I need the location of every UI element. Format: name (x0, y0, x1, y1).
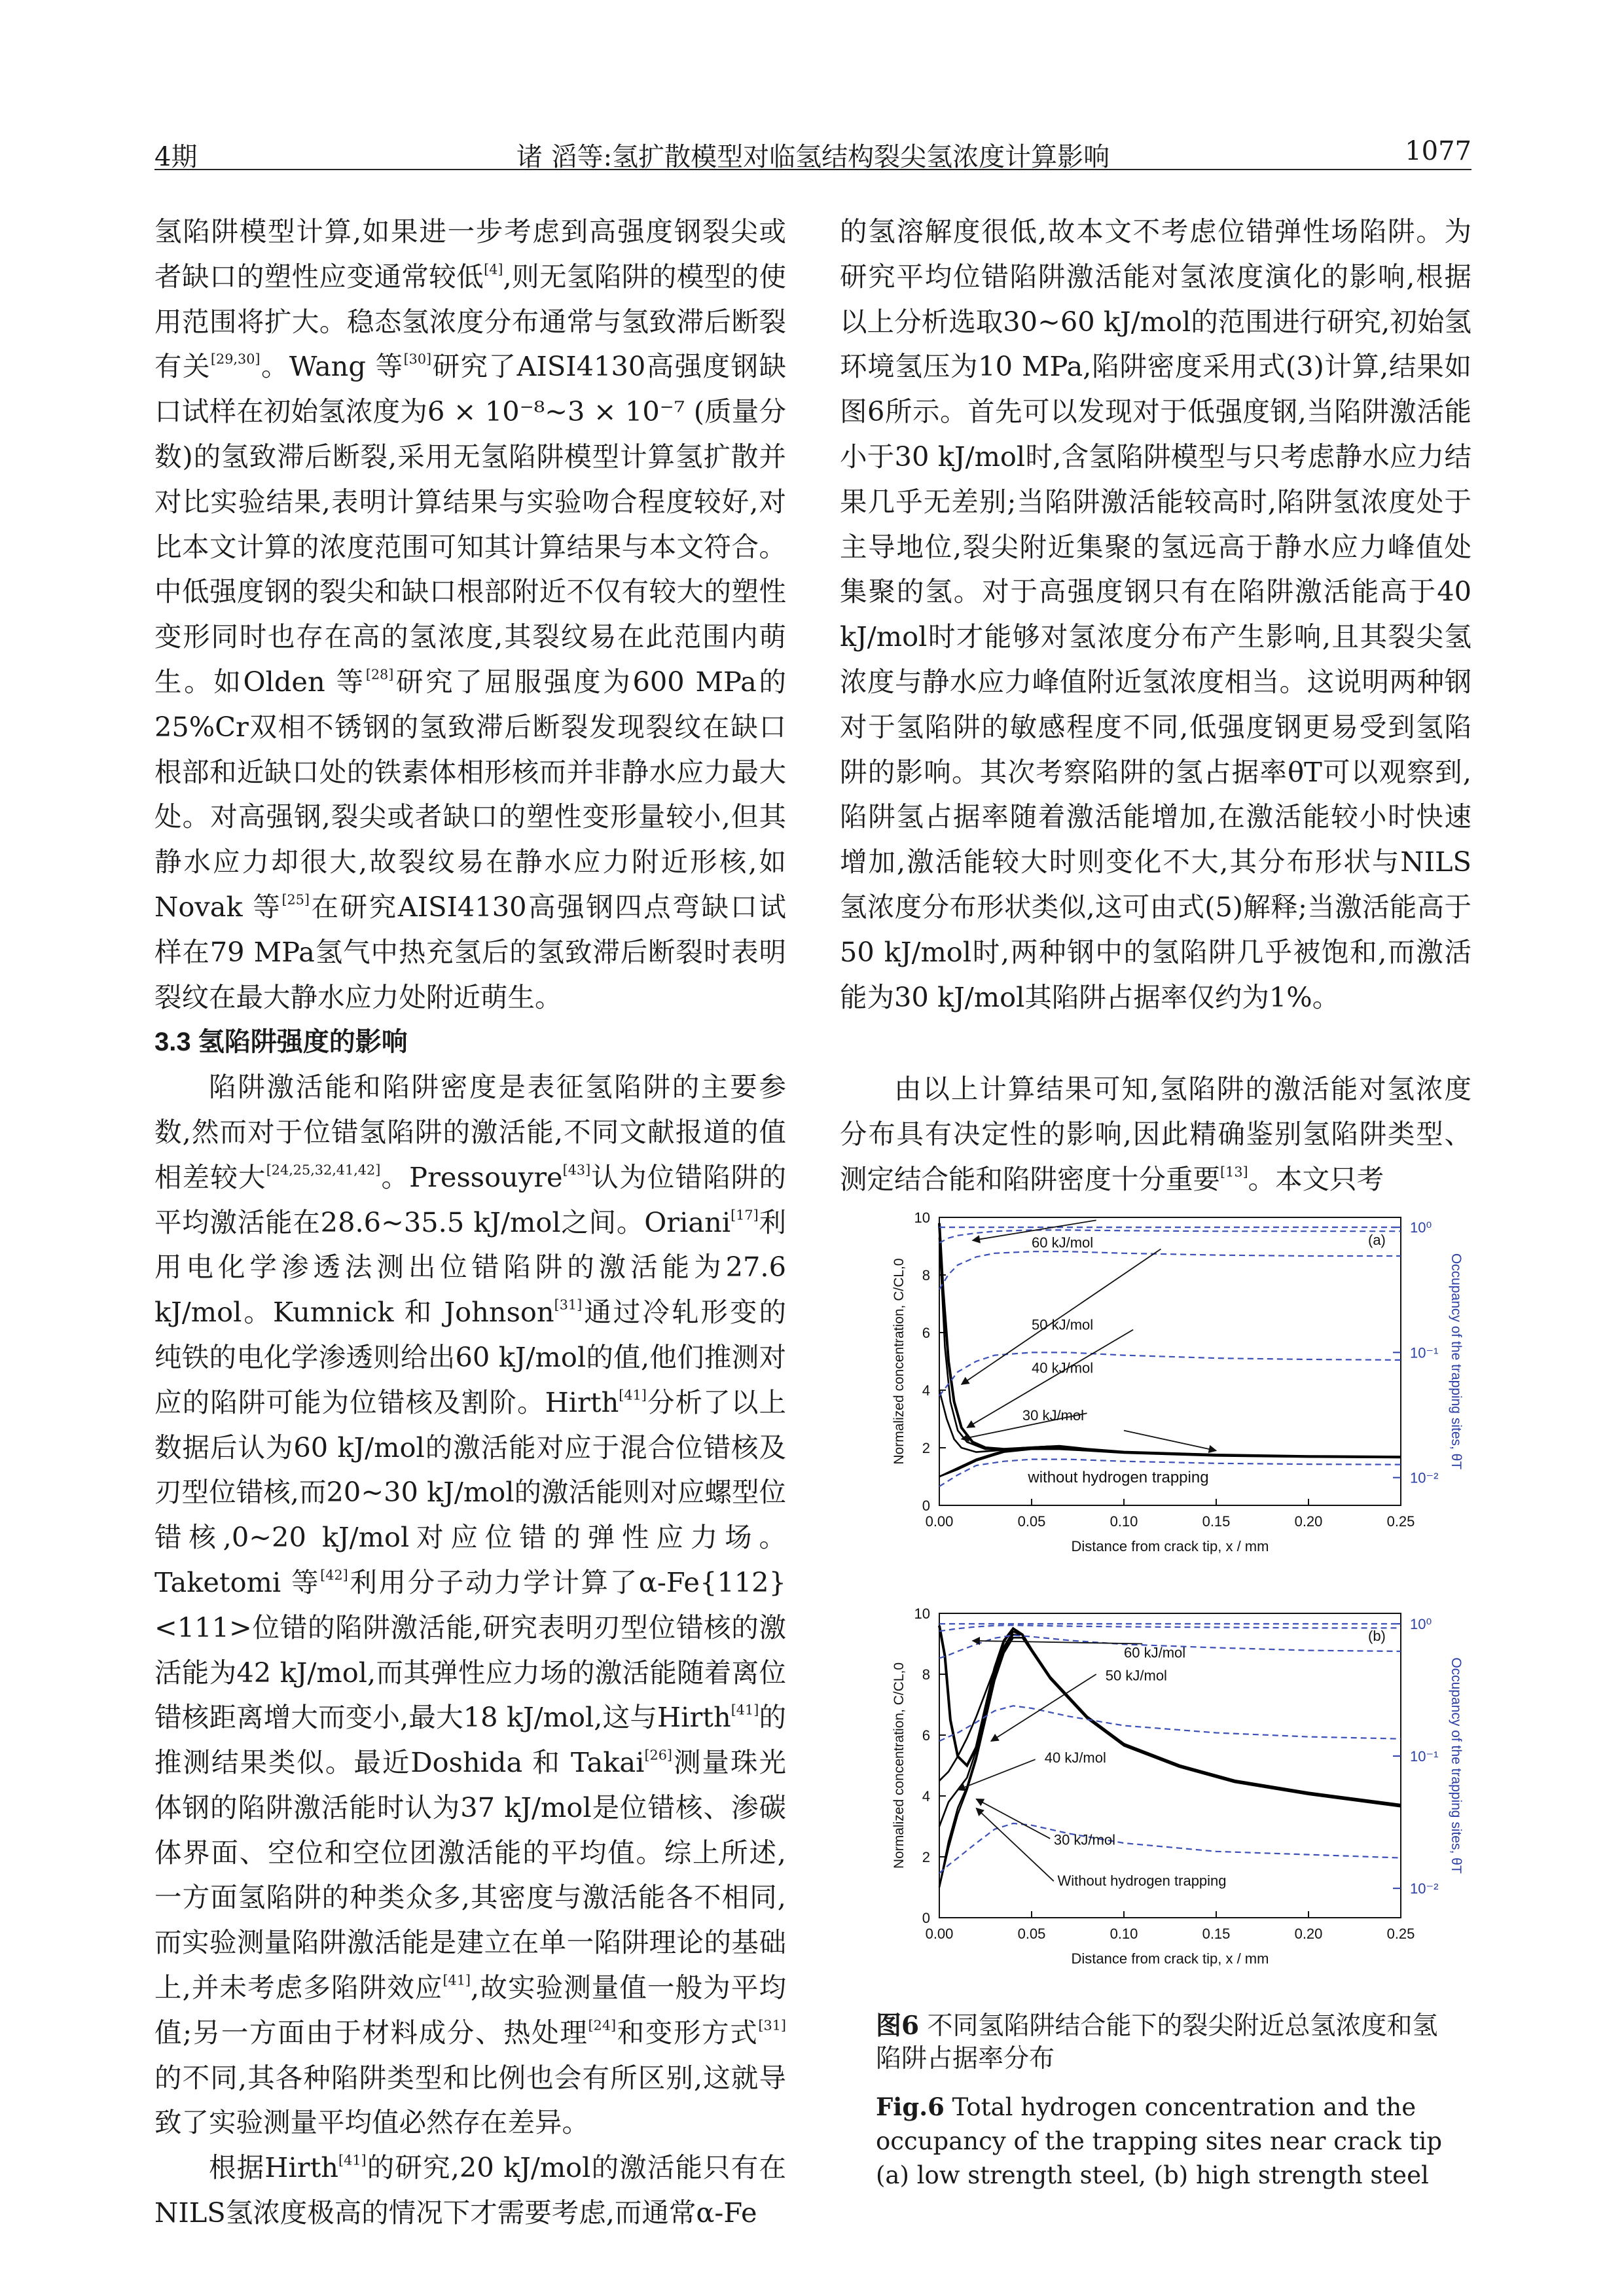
panel-a-panel-label: (a) (1368, 1232, 1386, 1248)
panel-a-curve-label: without hydrogen trapping (1028, 1468, 1209, 1486)
panel-a-series-line-8 (939, 1251, 1401, 1289)
issue-label: 4期 (154, 142, 198, 172)
panel-b-x-tick-label: 0.15 (1202, 1926, 1231, 1942)
left-paragraph-1: 氢陷阱模型计算,如果进一步考虑到高强度钢裂尖或者缺口的塑性应变通常较低[4],则无氢陷阱的模型的使用范围将扩大。稳态氢浓度分布通常与氢致滞后断裂有关[29,30]。Wang 等[30]研究了AISI4130高强度钢缺口试样在初始氢浓度为6 × 10⁻⁸~3 × 10⁻⁷ (质量分数)的氢致滞后断裂,采用无氢陷阱模型计算氢扩散并对比实验结果,表明计算结果与实验吻合程度较好,对比本文计算的浓度范围可知其计算结果与本文符合。中低强度钢的裂尖和缺口根部附近不仅有较大的塑性变形同时也存在高的氢浓度,其裂纹易在此范围内萌生。如Olden 等[28]研究了屈服强度为600 MPa的25%Cr双相不锈钢的氢致滞后断裂发现裂纹在缺口根部和近缺口处的铁素体相形核而并非静水应力最大处。对高强钢,裂尖或者缺口的塑性变形量较小,但其静水应力却很大,故裂纹易在静水应力附近形核,如Novak 等[25]在研究AISI4130高强钢四点弯缺口试样在79 MPa氢气中热充氢后的氢致滞后断裂时表明裂纹在最大静水应力处附近萌生。 (154, 215, 786, 1013)
panel-a-curve-label: 40 kJ/mol (1032, 1359, 1094, 1376)
caption-en (876, 2090, 1452, 2193)
right-column-continued (840, 1067, 1471, 1202)
panel-b-label-arrow (973, 1641, 1142, 1644)
caption-zh (876, 2009, 1452, 2075)
panel-a-label-arrow (1124, 1431, 1216, 1451)
panel-b-y-tick-label: 2 (922, 1849, 930, 1865)
figure-6b-chart (871, 1600, 1473, 1996)
panel-b-curve-label: Without hydrogen trapping (1057, 1873, 1227, 1890)
panel-a-series-line-1 (939, 1223, 1401, 1457)
caption-zh-text: 不同氢陷阱结合能下的裂尖附近总氢浓度和氢陷阱占据率分布 (876, 2011, 1438, 2073)
panel-a-x-tick-label: 0.00 (925, 1513, 954, 1530)
panel-a-x-tick-label: 0.15 (1202, 1513, 1231, 1530)
panel-a-y2-tick-label: 10⁰ (1410, 1219, 1432, 1236)
left-paragraph-3: 根据Hirth[41]的研究,20 kJ/mol的激活能只有在NILS氢浓度极高的情况下才需要考虑,而通常α-Fe (154, 2151, 786, 2229)
panel-a-curve-label: 30 kJ/mol (1022, 1407, 1085, 1424)
panel-b-x-tick-label: 0.05 (1017, 1926, 1046, 1942)
panel-a-curve-label: 60 kJ/mol (1032, 1234, 1094, 1251)
caption-zh-label: 图6 (876, 2011, 920, 2041)
panel-a-x-tick-label: 0.25 (1386, 1513, 1415, 1530)
panel-b-y-axis-label: Normalized concentration, C/CL,0 (892, 1662, 907, 1869)
panel-b-y2-tick-label: 10⁰ (1410, 1616, 1432, 1633)
caption-en-label: Fig.6 (876, 2092, 945, 2121)
panel-b-x-tick-label: 0.25 (1386, 1926, 1415, 1942)
panel-a-series-line-9 (939, 1352, 1401, 1395)
panel-b-y2-tick-label: 10⁻² (1410, 1880, 1439, 1897)
panel-b-series-line-7 (939, 1625, 1401, 1631)
panel-a-y-tick-label: 10 (914, 1210, 930, 1226)
panel-b-y-tick-label: 6 (922, 1727, 930, 1744)
page-number: 1077 (1405, 136, 1471, 166)
panel-b-label-arrow (976, 1808, 1053, 1882)
panel-b-label-arrow (991, 1674, 1096, 1741)
panel-b-curve-label: 40 kJ/mol (1044, 1749, 1106, 1766)
panel-a-y-tick-label: 8 (922, 1267, 930, 1283)
panel-b-y-tick-label: 4 (922, 1788, 930, 1804)
figure-6b-svg (871, 1600, 1473, 1996)
panel-b-curve-label: 50 kJ/mol (1105, 1667, 1167, 1684)
figure-caption (876, 2009, 1452, 2193)
panel-b-y2-tick-label: 10⁻¹ (1410, 1748, 1439, 1765)
panel-a-x-axis-label: Distance from crack tip, x / mm (1071, 1538, 1269, 1554)
panel-b-curve-label: 30 kJ/mol (1053, 1831, 1115, 1848)
left-paragraph-2: 陷阱激活能和陷阱密度是表征氢陷阱的主要参数,然而对于位错氢陷阱的激活能,不同文献报道的值相差较大[24,25,32,41,42]。Pressouyre[43]认为位错陷阱的平均激活能在28.6~35.5 kJ/mol之间。Oriani[17]利用电化学渗透法测出位错陷阱的激活能为27.6 kJ/mol。Kumnick 和 Johnson[31]通过冷轧形变的纯铁的电化学渗透则给出60 kJ/mol的值,他们推测对应的陷阱可能为位错核及割阶。Hirth[41]分析了以上数据后认为60 kJ/mol的激活能对应于混合位错核及刃型位错核,而20~30 kJ/mol的激活能则对应螺型位错核,0~20 kJ/mol对应位错的弹性应力场。Taketomi 等[42]利用分子动力学计算了α-Fe{112}<111>位错的陷阱激活能,研究表明刃型位错核的激活能为42 kJ/mol,而其弹性应力场的激活能随着离位错核距离增大而变小,最大18 kJ/mol,这与Hirth[41]的推测结果类似。最近Doshida 和 Takai[26]测量珠光体钢的陷阱激活能时认为37 kJ/mol是位错核、渗碳体界面、空位和空位团激活能的平均值。综上所述,一方面氢陷阱的种类众多,其密度与激活能各不相同,而实验测量陷阱激活能是建立在单一陷阱理论的基础上,并未考虑多陷阱效应[41],故实验测量值一般为平均值;另一方面由于材料成分、热处理[24]和变形方式[31]的不同,其各种陷阱类型和比例也会有所区别,这就导致了实验测量平均值必然存在差异。 (154, 1071, 786, 2139)
panel-a-y-axis-label: Normalized concentration, C/CL,0 (892, 1258, 907, 1465)
figure-6a-chart (871, 1204, 1473, 1584)
section-heading: 3.3 氢陷阱强度的影响 (154, 1028, 408, 1057)
panel-a-y2-tick-label: 10⁻² (1410, 1469, 1439, 1486)
running-title: 诸 滔等:氢扩散模型对临氢结构裂尖氢浓度计算影响 (516, 142, 1110, 172)
panel-b-label-arrow (958, 1759, 1035, 1790)
caption-en-text: Total hydrogen concentration and the occupancy of the trapping sites near crack tip (a) low strength steel, (b) high strength steel (876, 2093, 1443, 2189)
panel-a-x-tick-label: 0.05 (1017, 1513, 1046, 1530)
panel-a-x-tick-label: 0.10 (1110, 1513, 1138, 1530)
panel-a-y-tick-label: 6 (922, 1325, 930, 1341)
right-paragraph-1: 的氢溶解度很低,故本文不考虑位错弹性场陷阱。为研究平均位错陷阱激活能对氢浓度演化的影响,根据以上分析选取30~60 kJ/mol的范围进行研究,初始氢环境氢压为10 MPa,陷阱密度采用式(3)计算,结果如图6所示。首先可以发现对于低强度钢,当陷阱激活能小于30 kJ/mol时,含氢陷阱模型与只考虑静水应力结果几乎无差别;当陷阱激活能较高时,陷阱氢浓度处于主导地位,裂尖附近集聚的氢远高于静水应力峰值处集聚的氢。对于高强度钢只有在陷阱激活能高于40 kJ/mol时才能够对氢浓度分布产生影响,且其裂尖氢浓度与静水应力峰值附近氢浓度相当。这说明两种钢对于氢陷阱的敏感程度不同,低强度钢更易受到氢陷阱的影响。其次考察陷阱的氢占据率θT可以观察到,陷阱氢占据率随着激活能增加,在激活能较小时快速增加,激活能较大时则变化不大,其分布形状与NILS氢浓度分布形状类似,这可由式(5)解释;当激活能高于50 kJ/mol时,两种钢中的氢陷阱几乎被饱和,而激活能为30 kJ/mol其陷阱占据率仅约为1%。 (840, 215, 1471, 1013)
header-rule (154, 169, 1471, 170)
panel-b-y-tick-label: 0 (922, 1910, 930, 1926)
panel-b-x-tick-label: 0.20 (1294, 1926, 1323, 1942)
panel-b-y-tick-label: 10 (914, 1605, 930, 1622)
panel-a-y-tick-label: 0 (922, 1498, 930, 1514)
panel-b-panel-label: (b) (1368, 1628, 1386, 1644)
panel-b-x-tick-label: 0.10 (1110, 1926, 1138, 1942)
panel-b-series-line-10 (939, 1823, 1401, 1873)
right-column (840, 209, 1471, 1020)
panel-a-series-line-3 (939, 1390, 1401, 1457)
panel-a-curve-label: 50 kJ/mol (1032, 1316, 1094, 1333)
panel-b-y-tick-label: 8 (922, 1666, 930, 1683)
right-paragraph-2: 由以上计算结果可知,氢陷阱的激活能对氢浓度分布具有决定性的影响,因此精确鉴别氢陷阱类型、测定结合能和陷阱密度十分重要[13]。本文只考 (840, 1073, 1471, 1195)
panel-a-series-line-2 (939, 1238, 1401, 1457)
panel-a-y2-tick-label: 10⁻¹ (1410, 1344, 1439, 1361)
panel-b-series-line-9 (939, 1706, 1401, 1741)
panel-a-y-tick-label: 4 (922, 1382, 930, 1399)
panel-a-x-tick-label: 0.20 (1294, 1513, 1323, 1530)
panel-a-series-line-7 (939, 1230, 1401, 1243)
panel-b-x-axis-label: Distance from crack tip, x / mm (1071, 1950, 1269, 1967)
panel-a-y-tick-label: 2 (922, 1440, 930, 1456)
panel-b-y2-axis-label: Occupancy of the trapping sites, θT (1449, 1657, 1464, 1874)
running-header (154, 98, 1471, 170)
panel-a-y2-axis-label: Occupancy of the trapping sites, θT (1449, 1253, 1464, 1470)
panel-b-x-tick-label: 0.00 (925, 1926, 954, 1942)
panel-b-curve-label: 60 kJ/mol (1124, 1644, 1186, 1661)
figure-6a-svg (871, 1204, 1473, 1584)
left-column (154, 209, 786, 2236)
